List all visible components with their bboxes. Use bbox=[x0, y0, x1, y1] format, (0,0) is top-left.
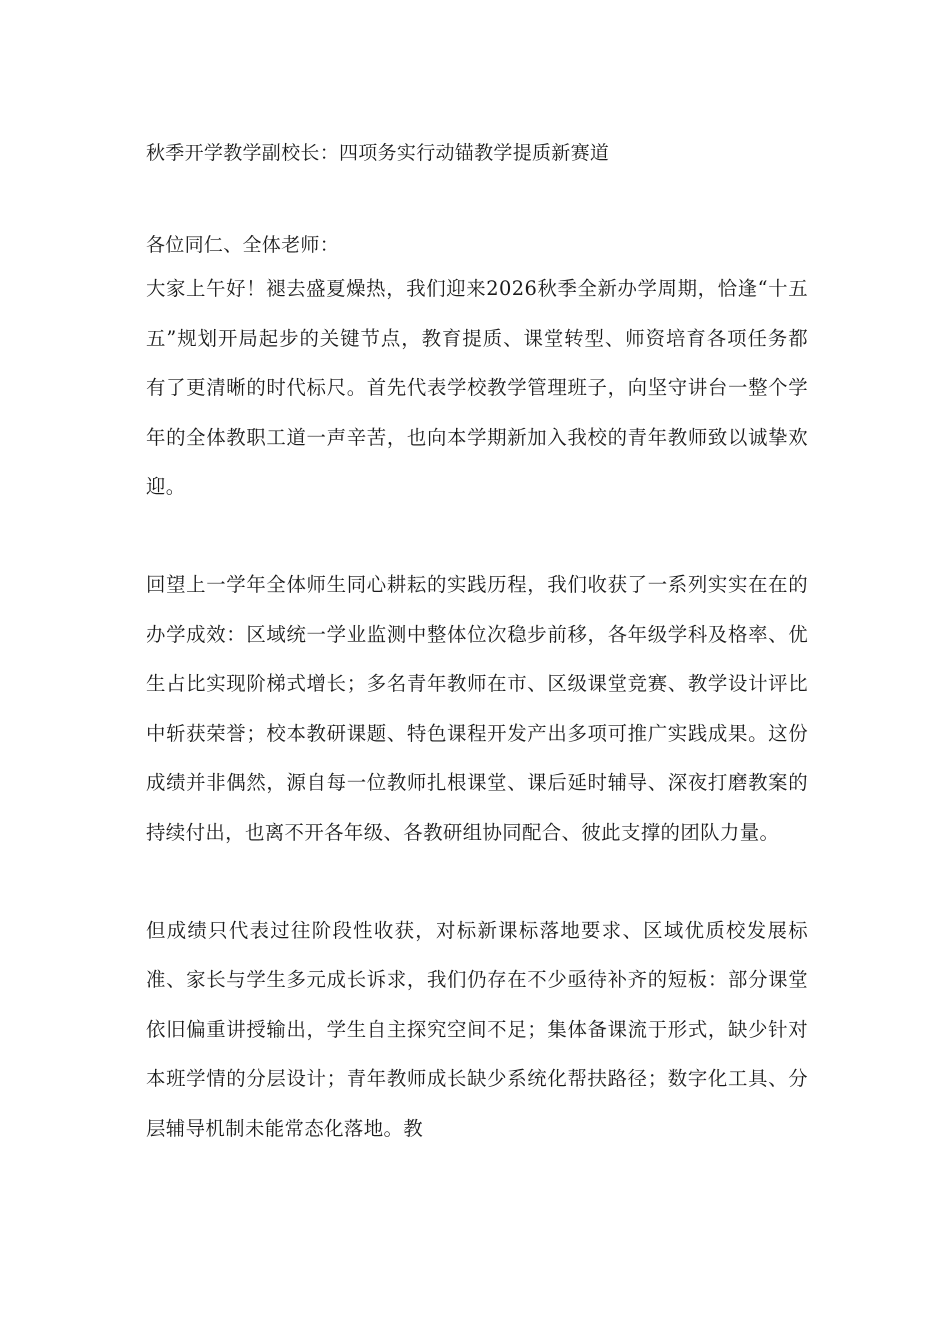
paragraph-review: 回望上一学年全体师生同心耕耘的实践历程，我们收获了一系列实实在在的办学成效：区域统一学业监测中整体位次稳步前移，各年级学科及格率、优生占比实现阶梯式增长；多名青年教师在市、区级课堂竞赛、教学设计评比中斩获荣誉；校本教研课题、特色课程开发产出多项可推广实践成果。这份成绩并非偶然，源自每一位教师扎根课堂、课后延时辅导、深夜打磨教案的持续付出，也离不开各年级、各教研组协同配合、彼此支撑的团队力量。 bbox=[146, 572, 808, 844]
greeting-line: 各位同仁、全体老师： bbox=[146, 234, 340, 256]
paragraph-opening: 大家上午好！褪去盛夏燥热，我们迎来2026秋季全新办学周期，恰逢“十五五”规划开局起步的关键节点，教育提质、课堂转型、师资培育各项任务都有了更清晰的时代标尺。首先代表学校教学管理班子，向坚守讲台一整个学年的全体教职工道一声辛苦，也向本学期新加入我校的青年教师致以诚挚欢迎。 bbox=[146, 277, 808, 499]
paragraph-shortcomings: 但成绩只代表过往阶段性收获，对标新课标落地要求、区域优质校发展标准、家长与学生多元成长诉求，我们仍存在不少亟待补齐的短板：部分课堂依旧偏重讲授输出，学生自主探究空间不足；集体备课流于形式，缺少针对本班学情的分层设计；青年教师成长缺少系统化帮扶路径；数字化工具、分层辅导机制未能常态化落地。教 bbox=[146, 918, 808, 1140]
document-title: 秋季开学教学副校长：四项务实行动锚教学提质新赛道 bbox=[146, 142, 610, 164]
document-body bbox=[146, 134, 808, 1154]
